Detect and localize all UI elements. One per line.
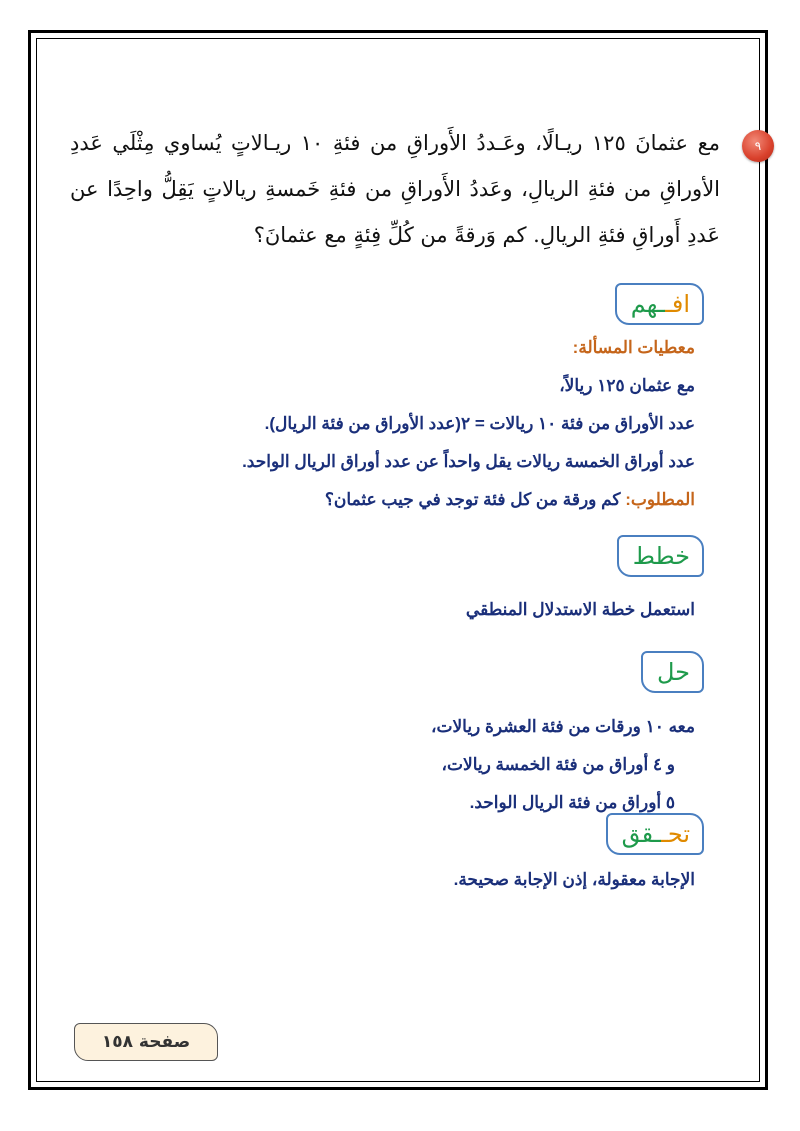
plan-tag-text: خطط	[632, 542, 690, 570]
check-tag	[606, 813, 704, 855]
given-line-1: مع عثمان ١٢٥ ريالاً،	[559, 376, 695, 395]
required-line	[325, 490, 695, 510]
solve-line-2: و ٤ أوراق من فئة الخمسة ريالات،	[441, 755, 675, 774]
understand-tag-part2: ـهم	[630, 290, 665, 318]
solve-line-3: ٥ أوراق من فئة الريال الواحد.	[469, 793, 675, 812]
understand-tag-part1: افـ	[664, 290, 690, 318]
problem-statement	[70, 120, 762, 258]
check-tag-part1: تحـ	[660, 820, 690, 848]
solve-tag-text: حل	[656, 658, 690, 686]
required-text: كم ورقة من كل فئة توجد في جيب عثمان؟	[324, 490, 621, 509]
problem-number-badge: ٩	[742, 130, 774, 162]
solve-line-1: معه ١٠ ورقات من فئة العشرة ريالات،	[430, 717, 695, 736]
givens-label: معطيات المسألة:	[572, 338, 695, 357]
required-label: المطلوب:	[625, 490, 695, 509]
check-line: الإجابة معقولة، إذن الإجابة صحيحة.	[453, 870, 695, 889]
understand-tag	[615, 283, 704, 325]
plan-tag	[617, 535, 704, 577]
given-line-3: عدد أوراق الخمسة ريالات يقل واحداً عن عدد أوراق الريال الواحد.	[242, 452, 695, 471]
plan-line: استعمل خطة الاستدلال المنطقي	[465, 600, 695, 619]
problem-text: مع عثمانَ ١٢٥ ريـالًا، وعَـددُ الأَوراقِ من فئةِ ١٠ ريـالاتٍ يُساوي مِثْلَي عَددِ الأوراقِ من فئةِ الريالِ، وعَددُ الأَوراقِ من فئةِ خَمسةِ ريالاتٍ يَقِلُّ واحِدًا عن عَددِ أَوراقِ فئةِ الريالِ. كم وَرقةً من كُلِّ فِئةٍ مع عثمانَ؟	[70, 131, 720, 247]
check-tag-part2: ـقق	[621, 820, 661, 848]
solve-tag	[641, 651, 704, 693]
page-number-label: صفحة ١٥٨	[74, 1023, 218, 1061]
given-line-2: عدد الأوراق من فئة ١٠ ريالات = ٢(عدد الأوراق من فئة الريال).	[264, 414, 695, 433]
